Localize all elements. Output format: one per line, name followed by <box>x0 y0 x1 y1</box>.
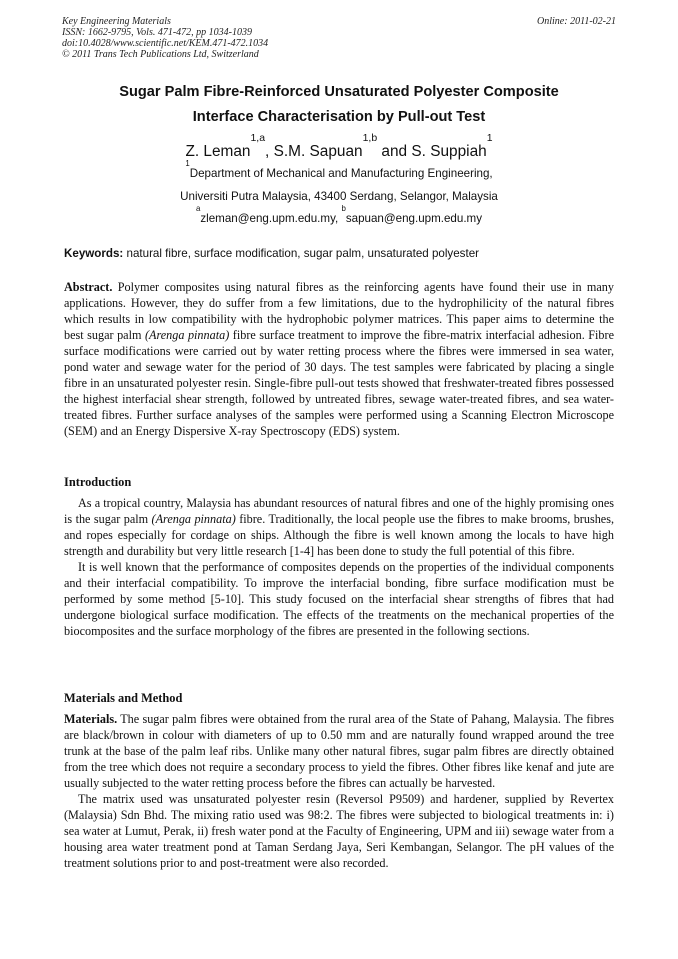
online-date: Online: 2011-02-21 <box>537 16 616 27</box>
section-heading-methods: Materials and Method <box>64 691 183 705</box>
keywords <box>64 246 616 262</box>
abstract-text-1: Polymer composites using natural fibres as the reinforcing agents have found their use in many applications. However, they do suffer from a few limitations, due to the hydrophilicity of the natural fibres which results in low compatibility with the hydrophobic polymer matrices. This paper aims to determine the best sugar palm <box>64 280 614 342</box>
email-b[interactable]: sapuan@eng.upm.edu.my <box>345 212 483 225</box>
introduction-text-1b: fibre. Traditionally, the local people use the fibres to make brooms, brushes, and ropes especially for cordage on ships. Although the fibre is well known among the locals to have high strength and durability but very little research [1-4] has been done to study the full potential of this fibre. <box>64 512 614 558</box>
issn-line: ISSN: 1662-9795, Vols. 471-472, pp 1034-1039 <box>62 27 252 38</box>
author-1-affiliation: 1,a <box>250 133 266 145</box>
publication-header <box>62 16 616 60</box>
materials-label: Materials. <box>64 712 118 726</box>
abstract <box>64 279 614 439</box>
author-2-affiliation: 1,b <box>362 133 378 145</box>
copyright-line: © 2011 Trans Tech Publications Ltd, Switzerland <box>62 49 259 60</box>
introduction-paragraph-2: It is well known that the performance of composites depends on the properties of the individual components and their interfacial compatibility. To improve the interfacial bonding, fibre surface modification must be performed by some method [5-10]. This study focused on the interfacial shear strengths of fibres that had undergone biological surface modification. The effects of the treatments on the mechanical properties of the biocomposites and the surface morphology of the fibres are presented in the following sections. <box>64 560 614 638</box>
keywords-text: natural fibre, surface modification, sugar palm, unsaturated polyester <box>123 247 480 260</box>
section-heading-introduction: Introduction <box>64 475 132 489</box>
email-a[interactable]: zleman@eng.upm.edu.my, <box>200 212 342 225</box>
email-line <box>60 204 618 227</box>
methods-text-1: The sugar palm fibres were obtained from the rural area of the State of Pahang, Malaysia. The fibres are black/brown in colour with diameters of up to 0.50 mm and are naturally found wrapped around the tree trunk at the base of the palm leaf ribs. Unlike many other natural fibres, sugar palm fibres are directly obtained from the tree which does not require a secondary process to yield the fibres. Other fibres like kenaf and jute are usually subjected to the water retting process before the fibres can actually be harvested. <box>64 712 614 790</box>
email-b-marker: b <box>341 204 346 214</box>
introduction-species: (Arenga pinnata) <box>151 512 236 526</box>
abstract-text-2: fibre surface treatment to improve the fibre-matrix interfacial adhesion. Fibre surface modifications were carried out by water retting process where the fibres were immersed in sea water, pond water and sewage water for the period of 30 days. The test samples were fabricated by placing a single fibre in an unsaturated polyester resin. Single-fibre pull-out tests showed that freshwater-treated fibres possessed the highest interfacial shear strength, followed by untreated fibres, sewage water-treated fibres, and sea water-treated fibres. Further surface analyses of the samples were performed using a Scanning Electron Microscope (SEM) and an Energy Dispersive X-ray Spectroscopy (EDS) system. <box>64 328 614 438</box>
affiliation-line-1 <box>60 159 618 182</box>
keywords-label: Keywords: <box>64 247 124 260</box>
introduction-text-1a: As a tropical country, Malaysia has abundant resources of natural fibres and one of the highly promising ones is the sugar palm <box>64 496 614 526</box>
author-1: Z. Leman <box>185 143 251 160</box>
author-3: S. Suppiah <box>411 143 487 160</box>
introduction-body <box>64 495 614 639</box>
abstract-label: Abstract. <box>64 280 113 294</box>
methods-paragraph-2: The matrix used was unsaturated polyester resin (Reversol P9509) and hardener, supplied by Revertex (Malaysia) Sdn Bhd. The mixing ratio used was 98:2. The fibres were subjected to biological treatments in: i) sea water at Lumut, Perak, ii) fresh water pond at the Faculty of Engineering, UPM and iii) sewage water from a housing area water treatment pond at Taman Serdang Jaya, Seri Kembangan, Selangor. The pH values of the treatment solutions prior to and post-treatment were also recorded. <box>64 792 614 870</box>
introduction-paragraph-1 <box>64 495 614 559</box>
doi-line: doi:10.4028/www.scientific.net/KEM.471-472.1034 <box>62 38 269 49</box>
methods-paragraph-1 <box>64 711 614 791</box>
author-separator: and <box>377 143 412 160</box>
author-list <box>60 133 618 162</box>
paper-title-line-1: Sugar Palm Fibre-Reinforced Unsaturated Polyester Composite <box>119 84 559 100</box>
abstract-species: (Arenga pinnata) <box>144 328 230 342</box>
affiliation-department: Department of Mechanical and Manufacturing Engineering, <box>189 167 493 180</box>
author-2: S.M. Sapuan <box>273 143 363 160</box>
affiliation-line-2: Universiti Putra Malaysia, 43400 Serdang, Selangor, Malaysia <box>180 190 498 203</box>
affiliation-marker: 1 <box>185 159 190 169</box>
author-3-affiliation: 1 <box>486 133 493 145</box>
paper-title-line-2: Interface Characterisation by Pull-out Test <box>192 109 486 125</box>
email-a-marker: a <box>195 204 201 214</box>
author-separator: , <box>265 143 274 160</box>
journal-name: Key Engineering Materials <box>62 16 171 27</box>
methods-body <box>64 711 614 871</box>
